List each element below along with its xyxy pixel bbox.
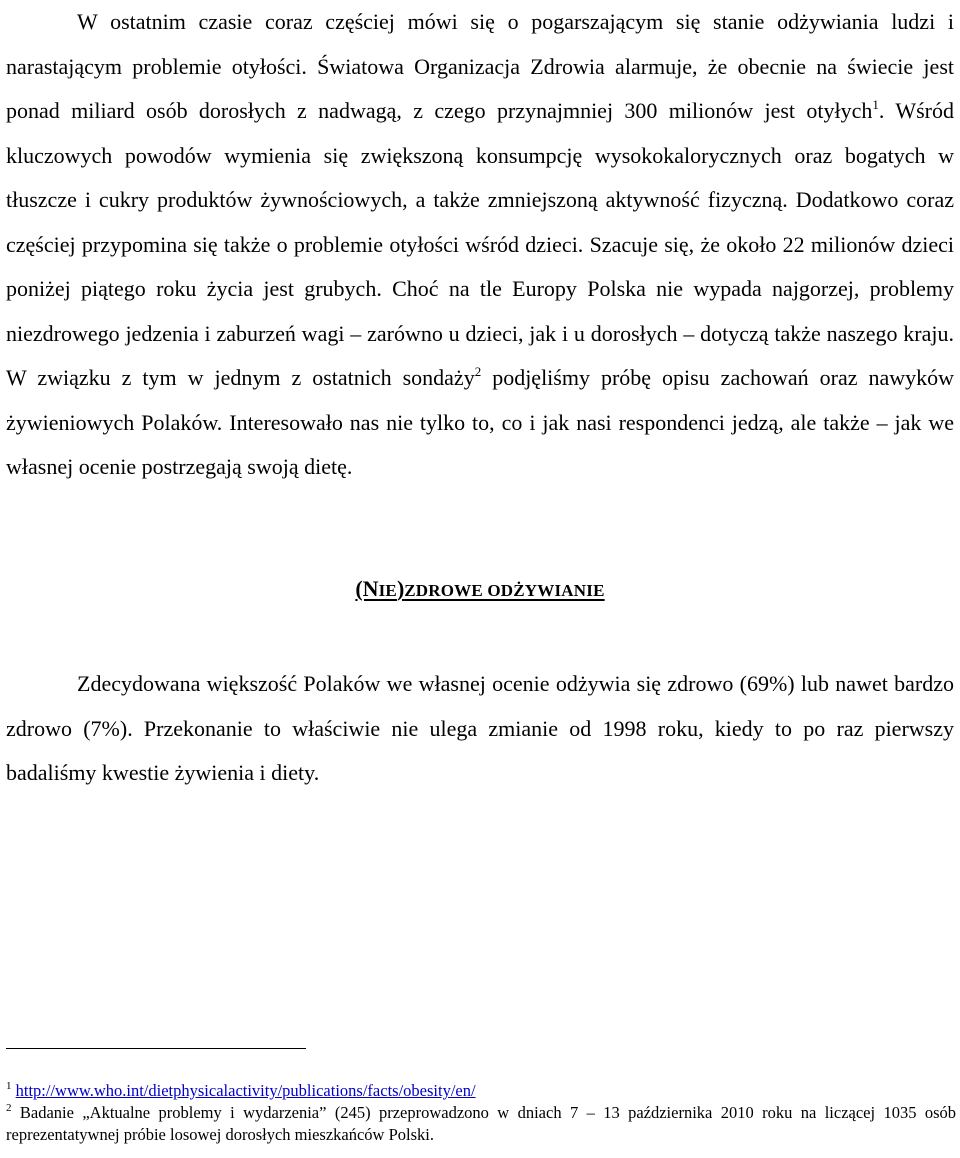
heading-part-4: ZDROWE ODŻYWIANIE	[404, 581, 605, 600]
footnote-ref-1[interactable]: 1	[872, 97, 879, 112]
intro-text-1: W ostatnim czasie coraz częściej mówi się o pogarszającym się stanie odżywiania ludzi i narastającym problemie otyłości. Światowa Organizacja Zdrowia alarmuje, że obecnie na świecie jest ponad miliard osób dorosłych z nadwagą, z czego przynajmniej 300 milionów jest otyłych	[6, 9, 954, 123]
section-text: Zdecydowana większość Polaków we własnej ocenie odżywia się zdrowo (69%) lub nawet bardzo zdrowo (7%). Przekonanie to właściwie nie ulega zmianie od 1998 roku, kiedy to po raz pierwszy badaliśmy kwestie żywienia i diety.	[6, 671, 954, 785]
intro-text-2: . Wśród kluczowych powodów wymienia się zwiększoną konsumpcję wysokokalorycznych oraz bogatych w tłuszcze i cukry produktów żywnościowych, a także zmniejszoną aktywność fizyczną. Dodatkowo coraz częściej przypomina się także o problemie otyłości wśród dzieci. Szacuje się, że około 22 milionów dzieci poniżej piątego roku życia jest grubych. Choć na tle Europy Polska nie wypada najgorzej, problemy niezdrowego jedzenia i zaburzeń wagi – zarówno u dzieci, jak i u dorosłych – dotyczą także naszego kraju. W związku z tym w jednym z ostatnich sondaży	[6, 98, 954, 390]
intro-text-3: podjęliśmy próbę opisu zachowań oraz nawyków żywieniowych Polaków. Interesowało nas nie tylko to, co i jak nasi respondenci jedzą, ale także – jak we własnej ocenie postrzegają swoją dietę.	[6, 365, 954, 479]
intro-paragraph	[6, 0, 954, 490]
footnote-2	[6, 1102, 956, 1146]
footnote-text: Badanie „Aktualne problemy i wydarzenia” (245) przeprowadzono w dniach 7 – 13 października 2010 roku na liczącej 1035 osób reprezentatywnej próbie losowej dorosłych mieszkańców Polski.	[6, 1103, 957, 1144]
heading-part-1: (N	[355, 576, 379, 601]
footnote-number: 2	[6, 1102, 12, 1114]
footnote-1	[6, 1080, 956, 1102]
heading-part-3: )	[396, 576, 405, 601]
heading-part-2: IE	[378, 581, 397, 600]
footnote-link[interactable]: http://www.who.int/dietphysicalactivity/publications/facts/obesity/en/	[15, 1081, 476, 1100]
footnote-ref-2[interactable]: 2	[474, 364, 482, 379]
footnote-separator	[6, 1048, 306, 1049]
section-heading	[6, 576, 954, 602]
section-paragraph	[6, 662, 954, 796]
footnotes	[6, 1080, 956, 1146]
footnote-number: 1	[6, 1080, 12, 1092]
